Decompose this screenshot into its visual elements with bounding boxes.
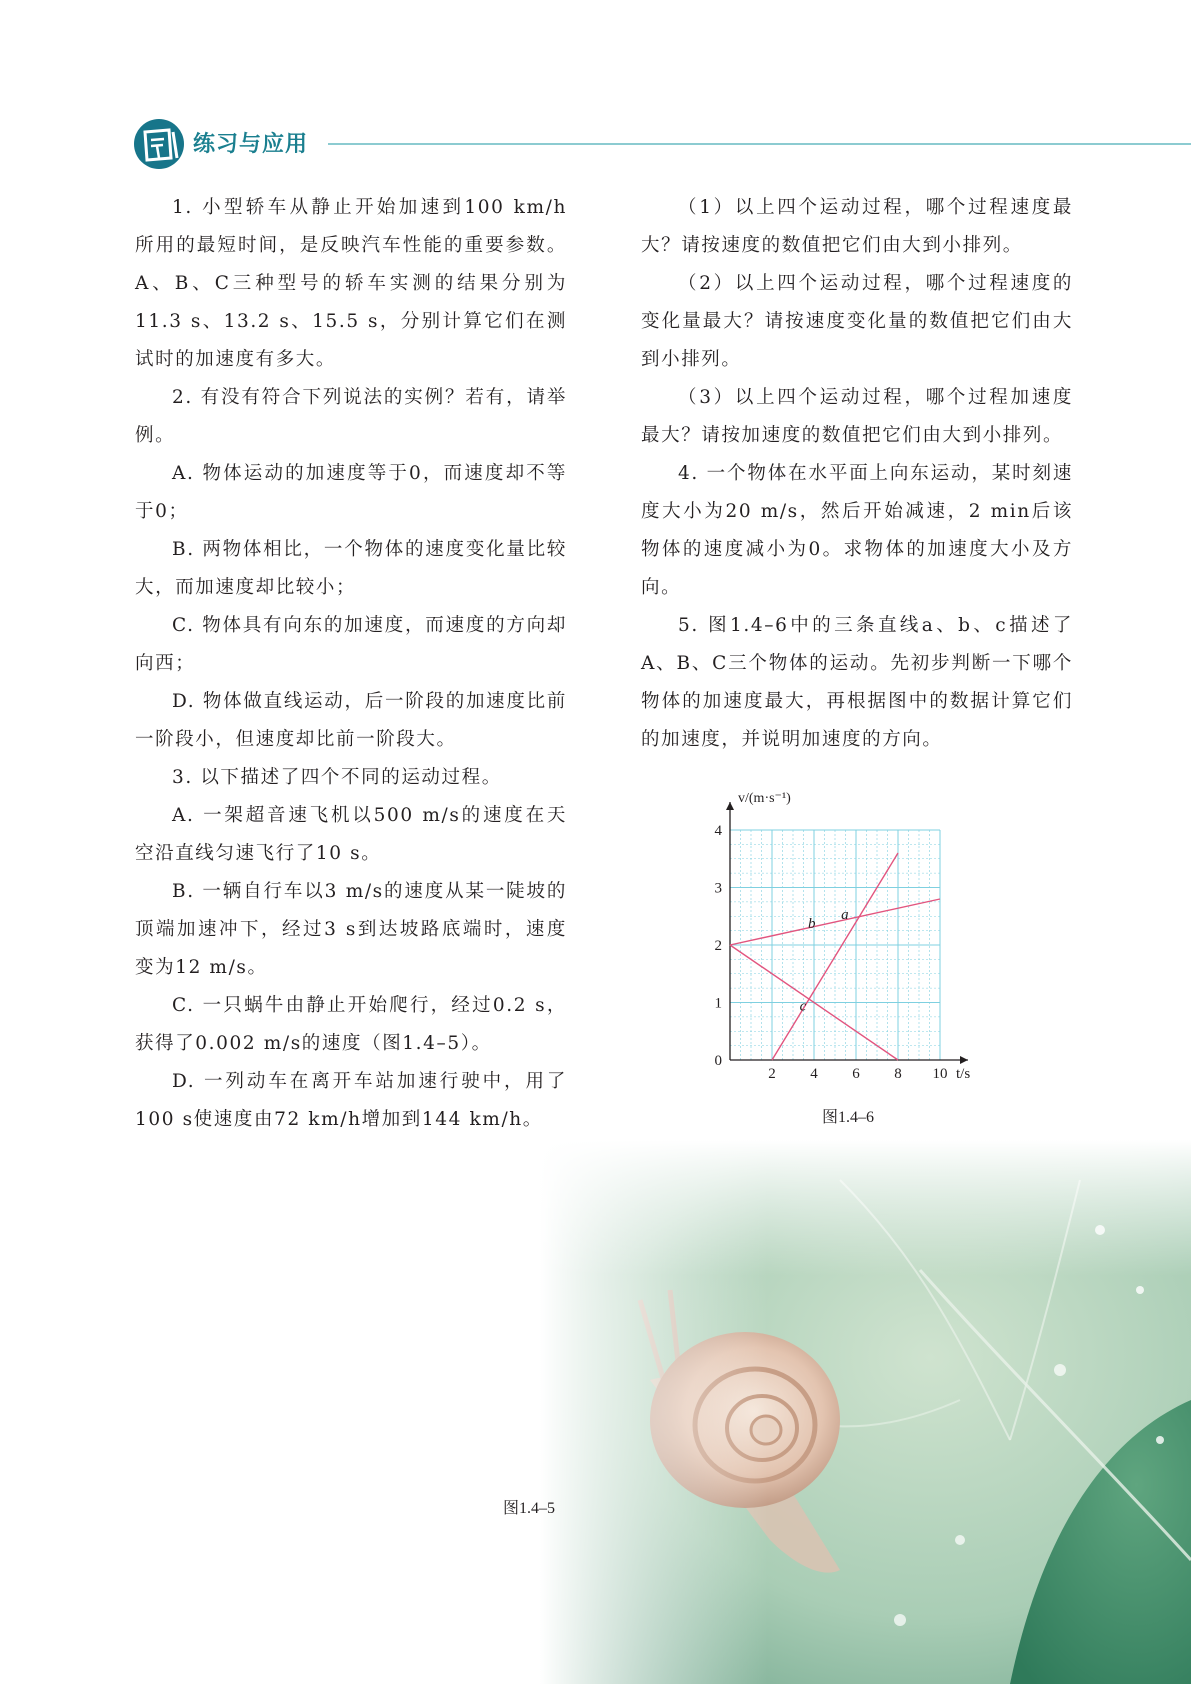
exercise-2-option-a: A. 物体运动的加速度等于0，而速度却不等于0； — [135, 463, 567, 522]
y-axis-label: v/(m·s⁻¹) — [738, 791, 791, 806]
series-label-c: c — [799, 998, 807, 1015]
section-title: 练习与应用 — [193, 132, 309, 157]
x-axis-arrow — [960, 1056, 968, 1064]
figure-caption-1-4-6: 图1.4–6 — [822, 1109, 875, 1126]
exercise-1: 1. 小型轿车从静止开始加速到100 km/h 所用的最短时间，是反映汽车性能的重要参数。A、B、C三种型号的轿车实测的结果分别为11.3 s、13.2 s、15.5 s，分别计算它们在测试时的加速度有多大。 — [135, 197, 567, 370]
exercise-5: 5. 图1.4–6中的三条直线a、b、c描述了A、B、C三个物体的运动。先初步判断一下哪个物体的加速度最大，再根据图中的数据计算它们的加速度，并说明加速度的方向。 — [641, 615, 1073, 750]
velocity-time-chart — [700, 780, 1020, 1090]
exercise-2-option-b: B. 两物体相比，一个物体的速度变化量比较大，而加速度却比较小； — [135, 539, 567, 598]
right-column — [641, 189, 1073, 759]
x-tick-label: 4 — [810, 1066, 818, 1082]
exercise-3-question-2: （2）以上四个运动过程，哪个过程速度的变化量最大？请按速度变化量的数值把它们由大到小排列。 — [641, 273, 1073, 370]
exercise-book-icon — [133, 118, 185, 170]
exercise-3-process-d: D. 一列动车在离开车站加速行驶中，用了100 s使速度由72 km/h增加到144 km/h。 — [135, 1071, 567, 1130]
snail-on-leaf-photo — [540, 1140, 1191, 1684]
exercise-4: 4. 一个物体在水平面上向东运动，某时刻速度大小为20 m/s，然后开始减速，2 min后该物体的速度减小为0。求物体的加速度大小及方向。 — [641, 463, 1073, 598]
x-tick-label: 2 — [768, 1066, 776, 1082]
x-tick-label: 6 — [852, 1066, 860, 1082]
exercise-3-question-3: （3）以上四个运动过程，哪个过程加速度最大？请按加速度的数值把它们由大到小排列。 — [641, 387, 1073, 446]
velocity-time-chart-svg — [700, 780, 1020, 1090]
left-column — [135, 189, 567, 1139]
exercise-3-question-1: （1）以上四个运动过程，哪个过程速度最大？请按速度的数值把它们由大到小排列。 — [641, 197, 1073, 256]
exercise-3: 3. 以下描述了四个不同的运动过程。 — [172, 767, 502, 788]
exercise-2-option-d: D. 物体做直线运动，后一阶段的加速度比前一阶段小，但速度却比前一阶段大。 — [135, 691, 567, 750]
origin-label: 0 — [714, 1053, 722, 1069]
exercise-3-process-a: A. 一架超音速飞机以500 m/s的速度在天空沿直线匀速飞行了10 s。 — [135, 805, 567, 864]
exercise-2: 2. 有没有符合下列说法的实例？若有，请举例。 — [135, 387, 567, 446]
series-label-a: a — [841, 907, 849, 924]
section-divider — [328, 143, 1191, 145]
series-line-a — [772, 853, 898, 1060]
exercise-3-process-b: B. 一辆自行车以3 m/s的速度从某一陡坡的顶端加速冲下，经过3 s到达坡路底端时，速度变为12 m/s。 — [135, 881, 567, 978]
x-tick-label: 8 — [894, 1066, 902, 1082]
exercise-2-option-c: C. 物体具有向东的加速度，而速度的方向却向西； — [135, 615, 567, 674]
y-tick-label: 4 — [714, 823, 722, 839]
series-label-b: b — [808, 916, 816, 933]
y-tick-label: 2 — [714, 938, 722, 954]
figure-caption-1-4-5: 图1.4–5 — [503, 1500, 556, 1517]
x-axis-label: t/s — [956, 1066, 971, 1082]
x-tick-label: 10 — [932, 1066, 948, 1082]
y-axis-arrow — [726, 802, 734, 810]
y-tick-label: 3 — [714, 880, 722, 897]
exercise-3-process-c: C. 一只蜗牛由静止开始爬行，经过0.2 s，获得了0.002 m/s的速度（图1.4–5）。 — [135, 995, 567, 1054]
y-tick-label: 1 — [714, 995, 722, 1012]
